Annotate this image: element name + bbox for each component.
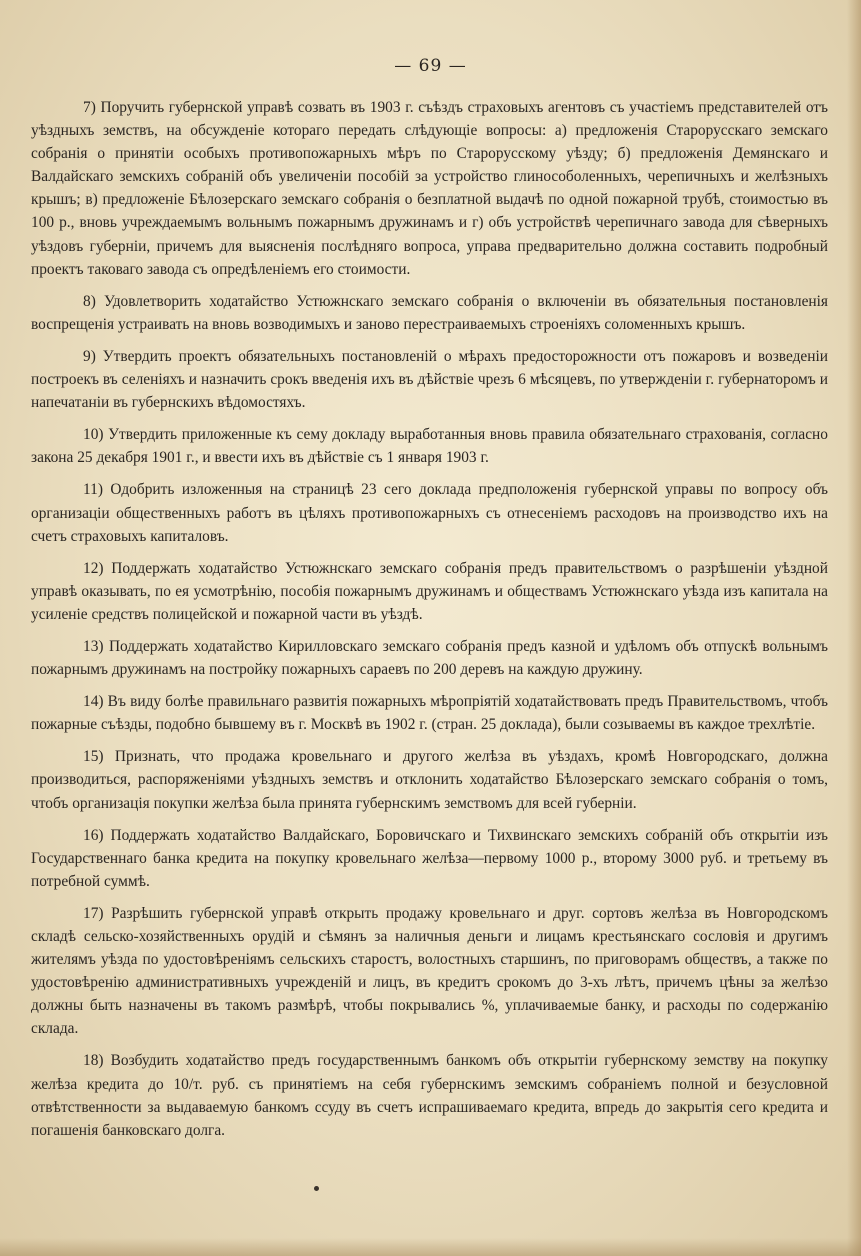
resolution-item-9: 9) Утвердить проектъ обязательныхъ постановленій о мѣрахъ предосторожности отъ пожаровъ и возведеніи построекъ въ селеніяхъ и назначить срокъ введенія ихъ въ дѣйствіе чрезъ 6 мѣсяцевъ, по утвержденіи г. губернаторомъ и напечатаніи въ губернскихъ вѣдомостяхъ.: [31, 347, 828, 412]
resolution-item-13: 13) Поддержать ходатайство Кирилловскаго земскаго собранія предъ казной и удѣломъ объ отпускѣ вольнымъ пожарнымъ дружинамъ на постройку пожарныхъ сараевъ по 200 деревъ на каждую дружину.: [31, 637, 828, 679]
resolution-item-8: 8) Удовлетворить ходатайство Устюжнскаго земскаго собранія о включеніи въ обязательныя постановленія воспрещенія устраивать на вновь возводимыхъ и заново перестраиваемыхъ строеніяхъ соломенныхъ крышъ.: [31, 292, 828, 333]
resolution-item-7: 7) Поручить губернской управѣ созвать въ 1903 г. съѣздъ страховыхъ агентовъ съ участіемъ представителей отъ уѣздныхъ земствъ, на обсужденіе котораго передать слѣдующіе вопросы: а) предложенія Старорусскаго земскаго собранія о принятіи особыхъ противопожарныхъ мѣръ по Старорусскому уѣзду; б) предложенія Демянскаго и Валдайскаго земскихъ собраній объ увеличеніи пособій за устройство глинособоленныхъ, черепичныхъ и желѣзныхъ крышъ; в) предложеніе Бѣлозерскаго земскаго собранія о безплатной выдачѣ по одной пожарной трубѣ, стоимостью въ 100 р., вновь учреждаемымъ вольнымъ пожарнымъ дружинамъ и г) объ устройствѣ черепичнаго завода для сѣверныхъ уѣздовъ губерніи, причемъ для выясненія послѣдняго вопроса, управа предварительно должна составить подробный проектъ таковаго завода съ опредѣленіемъ его стоимости.: [31, 99, 828, 278]
resolution-item-18: 18) Возбудить ходатайство предъ государственнымъ банкомъ объ открытіи губернскому земству на покупку желѣза кредита до 10/т. руб. съ принятіемъ на себя губернскимъ земскимъ собраніемъ полной и безусловной отвѣтственности за выдаваемую банкомъ ссуду въ счетъ испрашиваемаго кредита, впредь до закрытія сего кредита и погашенія банковскаго долга.: [31, 1052, 828, 1139]
resolution-list: [31, 96, 828, 1151]
resolution-item-12: 12) Поддержать ходатайство Устюжнскаго земскаго собранія предъ правительствомъ о разрѣшеніи уѣздной управѣ оказывать, по ея усмотрѣнію, пособія пожарнымъ дружинамъ и обществамъ Устюжнскаго уѣзда изъ капитала на усиленіе средствъ полицейской и пожарной части въ уѣздѣ.: [31, 559, 828, 623]
resolution-item-14: 14) Въ виду болѣе правильнаго развитія пожарныхъ мѣропріятій ходатайствовать предъ Правительствомъ, чтобъ пожарные съѣзды, подобно бывшему въ г. Москвѣ въ 1902 г. (стран. 25 доклада), были созываемы въ каждое трехлѣтіе.: [31, 693, 828, 734]
page-number: — 69 —: [394, 56, 467, 76]
page-edge-shadow-bottom: [0, 1238, 861, 1256]
resolution-item-15: 15) Признать, что продажа кровельнаго и другого желѣза въ уѣздахъ, кромѣ Новгородскаго, должна производиться, распоряженіями уѣздныхъ земствъ и отклонить ходатайство Бѣлозерскаго земскаго собранія о томъ, чтобъ организація покупки желѣза была принята губернскимъ земствомъ для всей губерніи.: [31, 748, 828, 812]
resolution-item-11: 11) Одобрить изложенныя на страницѣ 23 сего доклада предположенія губернской управы по вопросу объ организаціи общественныхъ работъ въ цѣляхъ противопожарныхъ съ отнесеніемъ расходовъ на производство ихъ на счетъ страховыхъ капиталовъ.: [31, 481, 828, 545]
resolution-item-17: 17) Разрѣшить губернской управѣ открыть продажу кровельнаго и друг. сортовъ желѣза въ Новгородскомъ складѣ сельско-хозяйственныхъ орудій и сѣмянъ за наличныя деньги и лицамъ крестьянскаго сословія и другимъ жителямъ уѣзда по удостовѣреніямъ сельскихъ старостъ, волостныхъ старшинъ, по приговорамъ обществъ, а также по удостовѣренію административныхъ учрежденій и лицъ, въ кредитъ срокомъ до 3-хъ лѣтъ, причемъ цѣны за желѣзо должны быть назначены въ такомъ размѣрѣ, чтобы покрывались %, уплачиваемые банку, и расходы по содержанію склада.: [31, 904, 828, 1038]
resolution-item-16: 16) Поддержать ходатайство Валдайскаго, Боровичскаго и Тихвинскаго земскихъ собраній объ открытіи изъ Государственнаго банка кредита на покупку кровельнаго желѣза—первому 1000 р., второму 3000 руб. и третьему въ потребной суммѣ.: [31, 826, 828, 890]
resolution-item-10: 10) Утвердить приложенные къ сему докладу выработанныя вновь правила обязательнаго страхованія, согласно закона 25 декабря 1901 г., и ввести ихъ въ дѣйствіе съ 1 января 1903 г.: [31, 426, 828, 467]
ink-dot-mark: [314, 1186, 319, 1191]
page-edge-shadow-right: [847, 0, 861, 1256]
